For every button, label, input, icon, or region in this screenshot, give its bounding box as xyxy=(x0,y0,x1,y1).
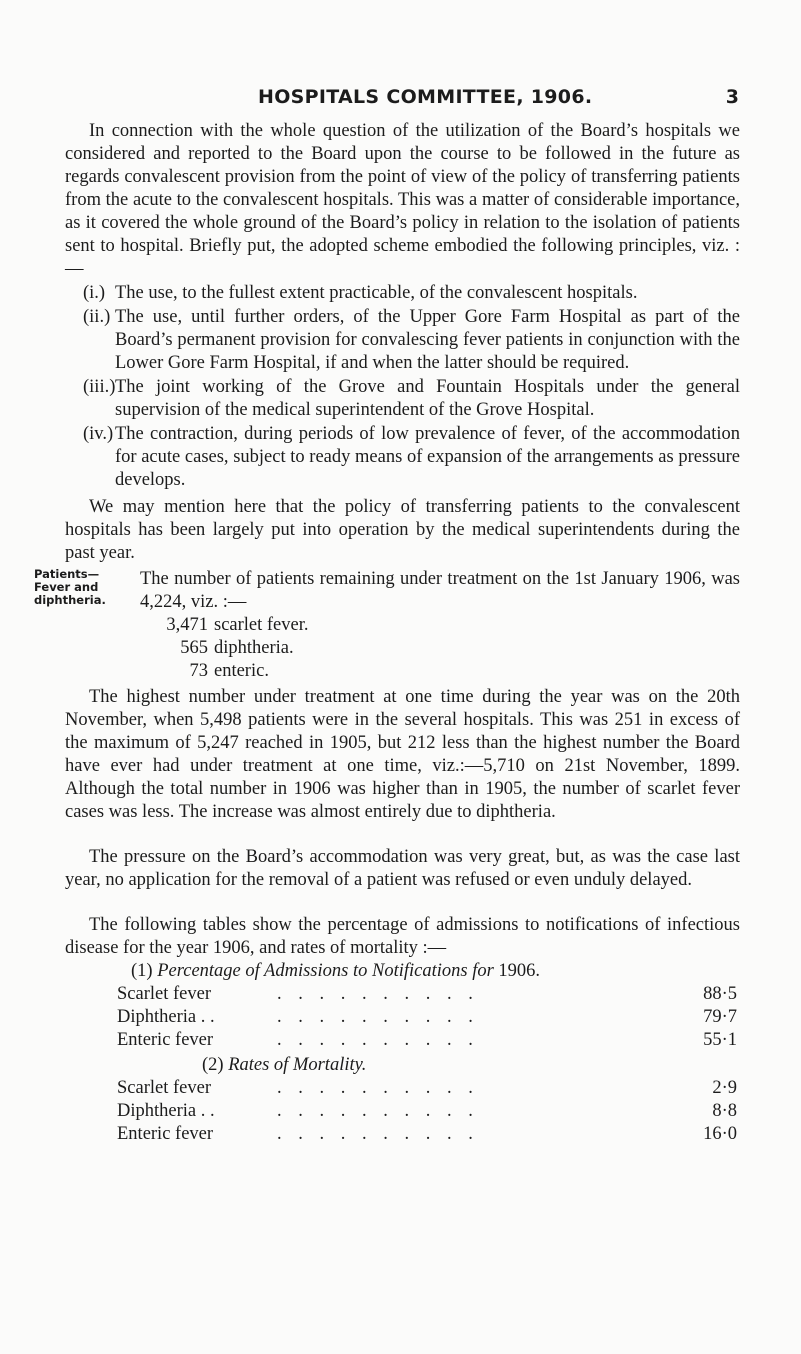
row-dots: . . . . . . . . . . xyxy=(277,1007,479,1027)
margin-note-line: Fever and xyxy=(34,580,99,594)
remaining-paragraph-block xyxy=(140,568,740,614)
row-label: Diphtheria . . xyxy=(117,1101,215,1121)
row-dots: . . . . . . . . . . xyxy=(277,1078,479,1098)
principle-text: The use, to the fullest extent practicable, of the convalescent hospitals. xyxy=(115,283,638,303)
table-row xyxy=(117,1100,737,1123)
caption-number: (2) xyxy=(202,1055,224,1075)
table-row xyxy=(117,983,737,1006)
principle-item xyxy=(65,423,740,492)
row-dots: . . . . . . . . . . xyxy=(277,984,479,1004)
row-label: Diphtheria . . xyxy=(117,1007,215,1027)
table-row xyxy=(117,1077,737,1100)
pressure-paragraph: The pressure on the Board’s accommodation was very great, but, as was the case last year, no application for the removal of a patient was refused or even unduly delayed. xyxy=(65,847,740,890)
admissions-table-caption xyxy=(117,960,737,983)
pressure-paragraph-block xyxy=(65,846,740,892)
caption-italic: Percentage of Admissions to Notifications for xyxy=(157,961,494,981)
row-value: 55·1 xyxy=(703,1030,737,1050)
margin-note-line: Patients— xyxy=(34,567,100,581)
mention-paragraph: We may mention here that the policy of transferring patients to the convalescent hospitals has been largely put into operation by the medical superintendents during the past year. xyxy=(65,497,740,563)
count-label: enteric. xyxy=(214,661,269,681)
intro-paragraph-block xyxy=(65,120,740,281)
header-title: HOSPITALS COMMITTEE, 1906. xyxy=(258,86,593,108)
principle-number: (ii.) xyxy=(83,307,111,327)
row-value: 16·0 xyxy=(703,1124,737,1144)
count-number: 565 xyxy=(180,638,208,658)
page-number: 3 xyxy=(725,86,739,108)
row-value: 79·7 xyxy=(703,1007,737,1027)
row-label: Scarlet fever xyxy=(117,1078,211,1098)
mention-paragraph-block xyxy=(65,496,740,565)
principle-number: (iii.) xyxy=(83,377,116,397)
principles-list xyxy=(65,282,740,493)
tables-intro-paragraph: The following tables show the percentage of admissions to notifications of infectious disease for the year 1906, and rates of mortality :— xyxy=(65,915,740,958)
tables-intro-block xyxy=(65,914,740,960)
table-row xyxy=(117,1006,737,1029)
count-number: 3,471 xyxy=(166,615,208,635)
caption-year: 1906. xyxy=(498,961,541,981)
principle-item xyxy=(65,376,740,422)
row-dots: . . . . . . . . . . xyxy=(277,1030,479,1050)
count-row xyxy=(150,614,309,637)
row-value: 2·9 xyxy=(712,1078,737,1098)
remaining-paragraph: The number of patients remaining under treatment on the 1st January 1906, was 4,224, viz. :— xyxy=(140,569,740,612)
margin-note-line: diphtheria. xyxy=(34,593,106,607)
caption-italic: Rates of Mortality. xyxy=(228,1055,367,1075)
principle-item xyxy=(65,306,740,375)
row-value: 88·5 xyxy=(703,984,737,1004)
principle-number: (iv.) xyxy=(83,424,114,444)
highest-paragraph: The highest number under treatment at one time during the year was on the 20th November, when 5,498 patients were in the several hospitals. This was 251 in excess of the maximum of 5,247 reached in 1905, but 212 less than the highest number the Board have ever had under treatment at one time, viz.:—5,710 on 21st November, 1899. Although the total number in 1906 was higher than in 1905, the number of scarlet fever cases was less. The increase was almost entirely due to diphtheria. xyxy=(65,687,740,822)
principle-number: (i.) xyxy=(83,283,106,303)
mortality-table-caption xyxy=(117,1054,737,1077)
row-value: 8·8 xyxy=(712,1101,737,1121)
principle-text: The contraction, during periods of low prevalence of fever, of the accommodation for acute cases, subject to ready means of expansion of the arrangements as pressure develops. xyxy=(115,424,740,490)
row-label: Enteric fever xyxy=(117,1124,214,1144)
margin-note xyxy=(34,568,106,607)
admissions-table xyxy=(117,960,737,1052)
mortality-table xyxy=(117,1054,737,1146)
patient-counts xyxy=(150,614,309,683)
highest-paragraph-block xyxy=(65,686,740,824)
count-label: scarlet fever. xyxy=(214,615,309,635)
row-dots: . . . . . . . . . . xyxy=(277,1101,479,1121)
table-row xyxy=(117,1029,737,1052)
principle-text: The joint working of the Grove and Fountain Hospitals under the general supervision of the medical superintendent of the Grove Hospital. xyxy=(115,377,740,420)
table-row xyxy=(117,1123,737,1146)
intro-paragraph: In connection with the whole question of the utilization of the Board’s hospitals we considered and reported to the Board upon the course to be followed in the future as regards convalescent provision from the point of view of the policy of transferring patients from the acute to the convalescent hospitals. This was a matter of considerable importance, as it covered the whole ground of the Board’s policy in relation to the isolation of patients sent to hospital. Briefly put, the adopted scheme embodied the following principles, viz. :— xyxy=(65,121,740,279)
row-label: Enteric fever xyxy=(117,1030,214,1050)
principle-item xyxy=(65,282,740,305)
row-label: Scarlet fever xyxy=(117,984,211,1004)
principle-text: The use, until further orders, of the Upper Gore Farm Hospital as part of the Board’s permanent provision for convalescing fever patients in conjunction with the Lower Gore Farm Hospital, if and when the latter should be required. xyxy=(115,307,740,373)
caption-number: (1) xyxy=(131,961,153,981)
count-row xyxy=(150,660,309,683)
page-header xyxy=(0,86,801,110)
count-number: 73 xyxy=(189,661,208,681)
row-dots: . . . . . . . . . . xyxy=(277,1124,479,1144)
count-row xyxy=(150,637,309,660)
count-label: diphtheria. xyxy=(214,638,294,658)
